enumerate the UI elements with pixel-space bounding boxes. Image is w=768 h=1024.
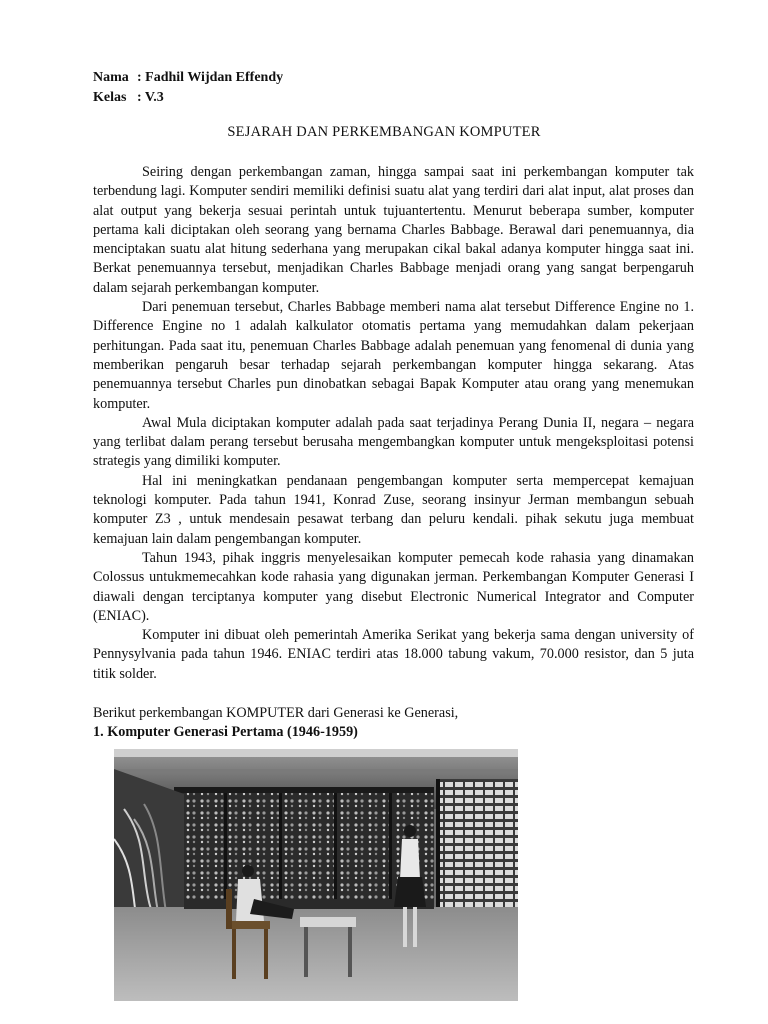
document-title: SEJARAH DAN PERKEMBANGAN KOMPUTER — [227, 124, 541, 140]
generations-intro: Berikut perkembangan KOMPUTER dari Generasi ke Generasi, — [93, 705, 459, 721]
name-line — [93, 68, 283, 88]
paragraph: Tahun 1943, pihak inggris menyelesaikan komputer pemecah kode rahasia yang dinamakan Colossus untukmemecahkan kode rahasia yang digunakan jerman. Perkembangan Komputer Generasi I diawali dengan terciptanya komputer yang disebut Electronic Numerical Integrator and Computer (ENIAC). — [93, 549, 694, 624]
paragraph: Hal ini meningkatkan pendanaan pengembangan komputer serta mempercepat kemajuan teknologi komputer. Pada tahun 1941, Konrad Zuse, seorang insinyur Jerman membangun sebuah komputer Z3 , untuk mendesain pesawat terbang dan peluru kendali. pihak sekutu juga membuat kemajuan lain dalam pengembangan komputer. — [93, 472, 694, 547]
paragraph: Awal Mula diciptakan komputer adalah pada saat terjadinya Perang Dunia II, negara – negara yang terlibat dalam perang tersebut berusaha mengembangkan komputer untuk mengeksploitasi potensi strategis yang dimiliki komputer. — [93, 414, 694, 470]
name-label: Nama — [93, 70, 129, 85]
class-value: : V.3 — [137, 90, 164, 105]
class-line — [93, 88, 164, 108]
class-label: Kelas — [93, 90, 127, 105]
paragraph: Seiring dengan perkembangan zaman, hingga sampai saat ini perkembangan komputer tak terbendung lagi. Komputer sendiri memiliki definisi suatu alat yang terdiri dari alat input, alat proses dan alat output yang bekerja sesuai perintah untuk tujuantertentu. Menurut beberapa sumber, komputer pertama kali diciptakan oleh seorang yang bernama Charles Babbage. Berawal dari penemuannya, dia menciptakan suatu alat hitung sederhana yang merupakan cikal bakal adanya komputer hingga saat ini. Berkat penemuannya tersebut, menjadikan Charles Babbage menjadi orang yang sangat berpengaruh dalam sejarah perkembangan komputer. — [93, 164, 694, 296]
name-value: : Fadhil Wijdan Effendy — [137, 70, 284, 85]
eniac-photo — [114, 749, 518, 1001]
document-body — [93, 163, 694, 684]
generation-heading: 1. Komputer Generasi Pertama (1946-1959) — [93, 724, 358, 740]
paragraph: Komputer ini dibuat oleh pemerintah Amerika Serikat yang bekerja sama dengan university of Pennysylvania pada tahun 1946. ENIAC terdiri atas 18.000 tabung vakum, 70.000 resistor, dan 5 juta titik solder. — [93, 627, 694, 682]
paragraph: Dari penemuan tersebut, Charles Babbage memberi nama alat tersebut Difference Engine no 1. Difference Engine no 1 adalah kalkulator otomatis pertama yang memudahkan dalam pekerjaan perhitungan. Pada saat itu, penemuan Charles Babbage adalah penemuan yang fenomenal di dunia yang memberikan pengaruh besar terhadap sejarah perkembangan komputer hingga sekarang. Atas penemuannya tersebut Charles pun dinobatkan sebagai Bapak Komputer atau orang yang menemukan komputer. — [93, 299, 694, 412]
